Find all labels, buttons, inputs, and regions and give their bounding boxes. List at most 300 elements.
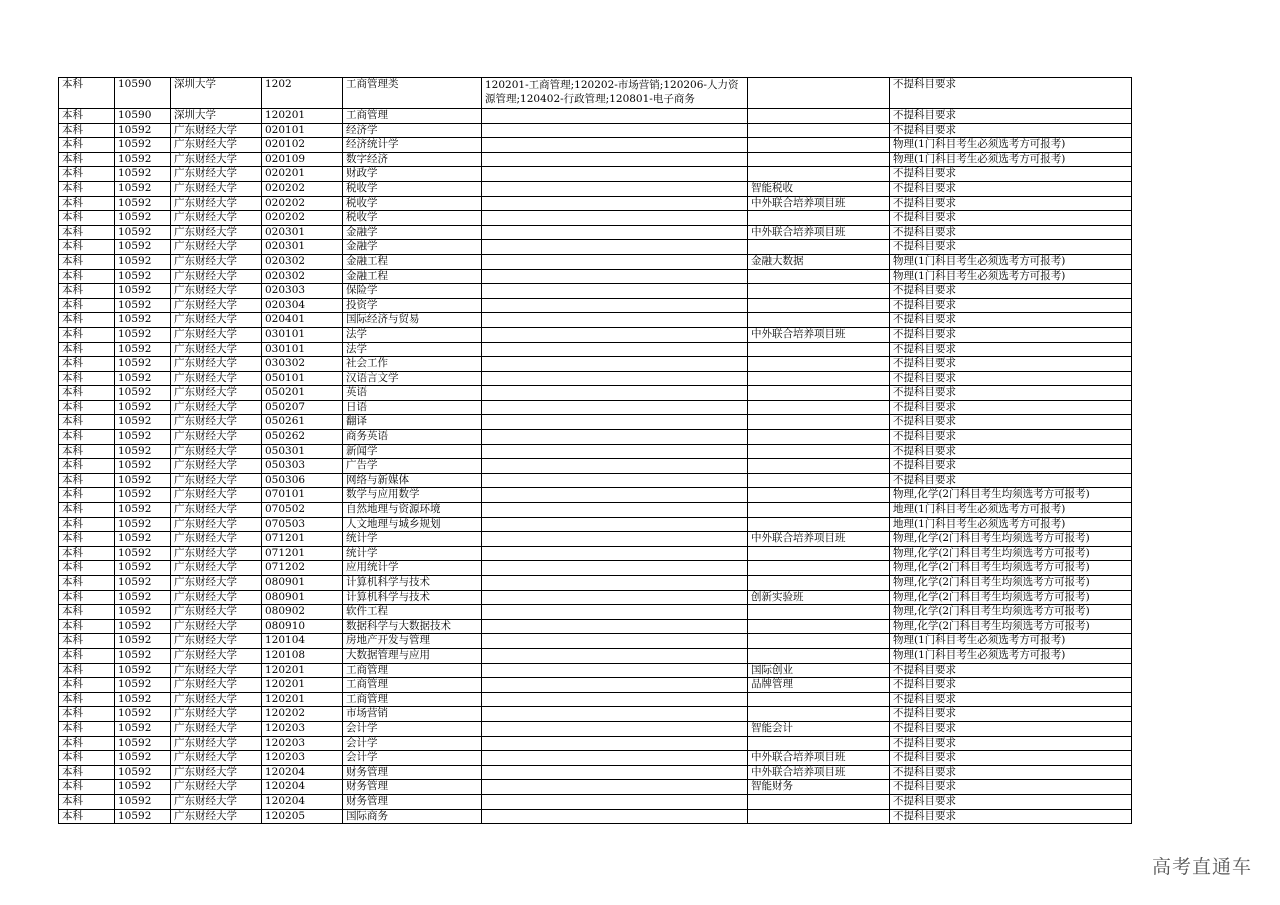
- cell-school-code: 10592: [115, 809, 171, 824]
- cell-school-code: 10590: [115, 78, 171, 109]
- cell-major-code: 020202: [262, 181, 343, 196]
- cell-major-name: 经济统计学: [343, 138, 482, 153]
- table-row: [59, 196, 1132, 211]
- cell-level: 本科: [59, 517, 115, 532]
- cell-school-code: 10592: [115, 473, 171, 488]
- cell-major-name: 工商管理: [343, 692, 482, 707]
- cell-major-name: 应用统计学: [343, 561, 482, 576]
- cell-school-code: 10592: [115, 605, 171, 620]
- cell-major-code: 020401: [262, 313, 343, 328]
- cell-school-name: 广东财经大学: [171, 123, 262, 138]
- cell-subject-requirement: 不提科目要求: [890, 196, 1132, 211]
- table-row: [59, 473, 1132, 488]
- cell-major-name: 财务管理: [343, 794, 482, 809]
- cell-major-name: 工商管理类: [343, 78, 482, 109]
- cell-subject-requirement: 物理,化学(2门科目考生均须选考方可报考): [890, 576, 1132, 591]
- cell-school-code: 10592: [115, 313, 171, 328]
- cell-school-name: 广东财经大学: [171, 809, 262, 824]
- cell-major-code: 120203: [262, 751, 343, 766]
- cell-subject-requirement: 物理,化学(2门科目考生均须选考方可报考): [890, 590, 1132, 605]
- cell-major-name: 会计学: [343, 736, 482, 751]
- table-row: [59, 561, 1132, 576]
- cell-remark: [748, 386, 890, 401]
- table-row: [59, 809, 1132, 824]
- cell-major-code: 120204: [262, 765, 343, 780]
- table-row: [59, 225, 1132, 240]
- cell-school-code: 10592: [115, 459, 171, 474]
- table-row: [59, 648, 1132, 663]
- table-row: [59, 181, 1132, 196]
- cell-subject-requirement: 物理(1门科目考生必须选考方可报考): [890, 254, 1132, 269]
- cell-school-code: 10592: [115, 400, 171, 415]
- cell-level: 本科: [59, 473, 115, 488]
- cell-school-name: 广东财经大学: [171, 546, 262, 561]
- table-row: [59, 765, 1132, 780]
- cell-level: 本科: [59, 313, 115, 328]
- cell-remark: [748, 371, 890, 386]
- table-row: [59, 546, 1132, 561]
- cell-major-name: 大数据管理与应用: [343, 648, 482, 663]
- cell-major-name: 网络与新媒体: [343, 473, 482, 488]
- cell-major-name: 统计学: [343, 546, 482, 561]
- cell-school-name: 广东财经大学: [171, 576, 262, 591]
- cell-school-name: 广东财经大学: [171, 707, 262, 722]
- cell-school-code: 10592: [115, 576, 171, 591]
- table-row: [59, 780, 1132, 795]
- cell-included-majors: [482, 313, 748, 328]
- cell-included-majors: [482, 225, 748, 240]
- cell-level: 本科: [59, 78, 115, 109]
- cell-level: 本科: [59, 386, 115, 401]
- cell-included-majors: [482, 809, 748, 824]
- cell-major-name: 人文地理与城乡规划: [343, 517, 482, 532]
- cell-school-name: 广东财经大学: [171, 532, 262, 547]
- cell-level: 本科: [59, 167, 115, 182]
- cell-level: 本科: [59, 663, 115, 678]
- cell-included-majors: [482, 254, 748, 269]
- cell-school-code: 10592: [115, 123, 171, 138]
- cell-subject-requirement: 不提科目要求: [890, 809, 1132, 824]
- cell-included-majors: [482, 503, 748, 518]
- table-row: [59, 430, 1132, 445]
- cell-school-code: 10592: [115, 561, 171, 576]
- cell-major-code: 071201: [262, 546, 343, 561]
- cell-level: 本科: [59, 721, 115, 736]
- cell-level: 本科: [59, 736, 115, 751]
- cell-remark: 国际创业: [748, 663, 890, 678]
- cell-school-code: 10592: [115, 736, 171, 751]
- cell-remark: [748, 342, 890, 357]
- cell-major-name: 税收学: [343, 181, 482, 196]
- cell-school-code: 10592: [115, 269, 171, 284]
- table-row: [59, 736, 1132, 751]
- cell-included-majors: [482, 123, 748, 138]
- cell-level: 本科: [59, 488, 115, 503]
- cell-school-code: 10592: [115, 794, 171, 809]
- cell-level: 本科: [59, 152, 115, 167]
- cell-school-code: 10592: [115, 444, 171, 459]
- cell-school-code: 10592: [115, 532, 171, 547]
- cell-major-code: 120203: [262, 736, 343, 751]
- cell-level: 本科: [59, 269, 115, 284]
- cell-level: 本科: [59, 109, 115, 124]
- cell-major-name: 汉语言文学: [343, 371, 482, 386]
- cell-subject-requirement: 不提科目要求: [890, 751, 1132, 766]
- cell-included-majors: [482, 371, 748, 386]
- cell-major-name: 工商管理: [343, 109, 482, 124]
- cell-included-majors: [482, 400, 748, 415]
- cell-major-code: 080901: [262, 576, 343, 591]
- cell-level: 本科: [59, 444, 115, 459]
- cell-subject-requirement: 物理(1门科目考生必须选考方可报考): [890, 269, 1132, 284]
- cell-major-code: 120201: [262, 109, 343, 124]
- cell-major-name: 会计学: [343, 721, 482, 736]
- cell-remark: [748, 109, 890, 124]
- cell-major-code: 080902: [262, 605, 343, 620]
- cell-major-name: 金融学: [343, 240, 482, 255]
- cell-included-majors: [482, 109, 748, 124]
- cell-school-code: 10592: [115, 648, 171, 663]
- cell-level: 本科: [59, 327, 115, 342]
- cell-major-code: 020201: [262, 167, 343, 182]
- cell-included-majors: [482, 138, 748, 153]
- cell-school-name: 广东财经大学: [171, 327, 262, 342]
- cell-included-majors: [482, 707, 748, 722]
- cell-subject-requirement: 不提科目要求: [890, 109, 1132, 124]
- cell-major-code: 020202: [262, 211, 343, 226]
- cell-level: 本科: [59, 561, 115, 576]
- cell-included-majors: 120201-工商管理;120202-市场营销;120206-人力资源管理;120402-行政管理;120801-电子商务: [482, 78, 748, 109]
- cell-subject-requirement: 不提科目要求: [890, 780, 1132, 795]
- cell-included-majors: [482, 561, 748, 576]
- cell-school-code: 10590: [115, 109, 171, 124]
- cell-school-name: 广东财经大学: [171, 386, 262, 401]
- cell-major-name: 财务管理: [343, 765, 482, 780]
- cell-subject-requirement: 不提科目要求: [890, 794, 1132, 809]
- table-row: [59, 459, 1132, 474]
- cell-level: 本科: [59, 400, 115, 415]
- table-row: [59, 751, 1132, 766]
- cell-level: 本科: [59, 298, 115, 313]
- cell-subject-requirement: 地理(1门科目考生必须选考方可报考): [890, 517, 1132, 532]
- cell-school-code: 10592: [115, 240, 171, 255]
- cell-subject-requirement: 物理,化学(2门科目考生均须选考方可报考): [890, 488, 1132, 503]
- cell-major-code: 020303: [262, 284, 343, 299]
- cell-subject-requirement: 不提科目要求: [890, 663, 1132, 678]
- table-row: [59, 78, 1132, 109]
- cell-major-name: 广告学: [343, 459, 482, 474]
- cell-school-name: 广东财经大学: [171, 444, 262, 459]
- cell-subject-requirement: 物理(1门科目考生必须选考方可报考): [890, 648, 1132, 663]
- table-row: [59, 400, 1132, 415]
- cell-remark: [748, 794, 890, 809]
- table-row: [59, 211, 1132, 226]
- cell-major-name: 市场营销: [343, 707, 482, 722]
- cell-subject-requirement: 不提科目要求: [890, 400, 1132, 415]
- cell-major-code: 071202: [262, 561, 343, 576]
- cell-major-code: 050262: [262, 430, 343, 445]
- cell-school-name: 广东财经大学: [171, 678, 262, 693]
- cell-subject-requirement: 不提科目要求: [890, 444, 1132, 459]
- cell-school-code: 10592: [115, 590, 171, 605]
- cell-remark: [748, 152, 890, 167]
- cell-included-majors: [482, 751, 748, 766]
- cell-school-code: 10592: [115, 517, 171, 532]
- cell-major-code: 020301: [262, 225, 343, 240]
- cell-school-name: 广东财经大学: [171, 736, 262, 751]
- table-row: [59, 605, 1132, 620]
- cell-school-name: 广东财经大学: [171, 400, 262, 415]
- cell-subject-requirement: 不提科目要求: [890, 430, 1132, 445]
- cell-school-name: 广东财经大学: [171, 342, 262, 357]
- cell-remark: [748, 634, 890, 649]
- cell-subject-requirement: 不提科目要求: [890, 678, 1132, 693]
- cell-school-code: 10592: [115, 663, 171, 678]
- cell-major-name: 投资学: [343, 298, 482, 313]
- table-row: [59, 663, 1132, 678]
- cell-included-majors: [482, 678, 748, 693]
- table-row: [59, 371, 1132, 386]
- cell-included-majors: [482, 152, 748, 167]
- cell-level: 本科: [59, 138, 115, 153]
- cell-level: 本科: [59, 371, 115, 386]
- cell-major-code: 020304: [262, 298, 343, 313]
- cell-remark: [748, 357, 890, 372]
- cell-school-code: 10592: [115, 415, 171, 430]
- cell-school-name: 广东财经大学: [171, 619, 262, 634]
- cell-level: 本科: [59, 692, 115, 707]
- cell-remark: [748, 809, 890, 824]
- cell-school-name: 深圳大学: [171, 109, 262, 124]
- cell-remark: 金融大数据: [748, 254, 890, 269]
- cell-subject-requirement: 不提科目要求: [890, 342, 1132, 357]
- cell-major-name: 数学与应用数学: [343, 488, 482, 503]
- cell-major-name: 计算机科学与技术: [343, 576, 482, 591]
- cell-level: 本科: [59, 430, 115, 445]
- cell-subject-requirement: 不提科目要求: [890, 284, 1132, 299]
- cell-included-majors: [482, 181, 748, 196]
- cell-remark: [748, 619, 890, 634]
- cell-included-majors: [482, 342, 748, 357]
- cell-subject-requirement: 不提科目要求: [890, 78, 1132, 109]
- cell-school-code: 10592: [115, 765, 171, 780]
- cell-included-majors: [482, 444, 748, 459]
- cell-subject-requirement: 不提科目要求: [890, 765, 1132, 780]
- cell-remark: [748, 692, 890, 707]
- cell-school-code: 10592: [115, 152, 171, 167]
- cell-subject-requirement: 不提科目要求: [890, 721, 1132, 736]
- cell-remark: 智能会计: [748, 721, 890, 736]
- cell-major-name: 会计学: [343, 751, 482, 766]
- table-row: [59, 123, 1132, 138]
- cell-included-majors: [482, 590, 748, 605]
- cell-remark: [748, 167, 890, 182]
- cell-remark: 中外联合培养项目班: [748, 751, 890, 766]
- cell-level: 本科: [59, 619, 115, 634]
- cell-level: 本科: [59, 240, 115, 255]
- table-row: [59, 240, 1132, 255]
- cell-included-majors: [482, 298, 748, 313]
- cell-school-name: 广东财经大学: [171, 590, 262, 605]
- cell-major-code: 050306: [262, 473, 343, 488]
- cell-remark: [748, 605, 890, 620]
- cell-included-majors: [482, 240, 748, 255]
- table-row: [59, 488, 1132, 503]
- cell-school-code: 10592: [115, 357, 171, 372]
- table-row: [59, 386, 1132, 401]
- cell-school-name: 广东财经大学: [171, 430, 262, 445]
- cell-school-name: 深圳大学: [171, 78, 262, 109]
- cell-level: 本科: [59, 225, 115, 240]
- cell-major-code: 120205: [262, 809, 343, 824]
- cell-major-name: 数据科学与大数据技术: [343, 619, 482, 634]
- cell-remark: [748, 430, 890, 445]
- cell-major-code: 050301: [262, 444, 343, 459]
- cell-included-majors: [482, 692, 748, 707]
- cell-level: 本科: [59, 794, 115, 809]
- cell-remark: [748, 648, 890, 663]
- cell-remark: [748, 284, 890, 299]
- cell-included-majors: [482, 546, 748, 561]
- cell-major-code: 120203: [262, 721, 343, 736]
- cell-major-code: 050207: [262, 400, 343, 415]
- cell-school-name: 广东财经大学: [171, 605, 262, 620]
- cell-school-code: 10592: [115, 619, 171, 634]
- cell-major-code: 120204: [262, 794, 343, 809]
- cell-major-name: 房地产开发与管理: [343, 634, 482, 649]
- cell-level: 本科: [59, 181, 115, 196]
- cell-school-code: 10592: [115, 342, 171, 357]
- cell-included-majors: [482, 663, 748, 678]
- cell-subject-requirement: 物理(1门科目考生必须选考方可报考): [890, 138, 1132, 153]
- cell-remark: [748, 123, 890, 138]
- table-row: [59, 342, 1132, 357]
- table-row: [59, 415, 1132, 430]
- cell-school-code: 10592: [115, 167, 171, 182]
- cell-level: 本科: [59, 590, 115, 605]
- cell-major-code: 020302: [262, 269, 343, 284]
- cell-subject-requirement: 不提科目要求: [890, 240, 1132, 255]
- table-row: [59, 692, 1132, 707]
- cell-major-name: 英语: [343, 386, 482, 401]
- table-row: [59, 634, 1132, 649]
- cell-level: 本科: [59, 254, 115, 269]
- cell-school-name: 广东财经大学: [171, 473, 262, 488]
- cell-school-name: 广东财经大学: [171, 152, 262, 167]
- cell-major-name: 金融学: [343, 225, 482, 240]
- cell-included-majors: [482, 721, 748, 736]
- cell-remark: [748, 298, 890, 313]
- cell-subject-requirement: 不提科目要求: [890, 181, 1132, 196]
- cell-included-majors: [482, 327, 748, 342]
- cell-subject-requirement: 物理(1门科目考生必须选考方可报考): [890, 634, 1132, 649]
- cell-subject-requirement: 物理,化学(2门科目考生均须选考方可报考): [890, 605, 1132, 620]
- cell-school-name: 广东财经大学: [171, 298, 262, 313]
- cell-major-name: 统计学: [343, 532, 482, 547]
- cell-school-code: 10592: [115, 211, 171, 226]
- cell-major-code: 120104: [262, 634, 343, 649]
- cell-subject-requirement: 不提科目要求: [890, 211, 1132, 226]
- cell-major-name: 工商管理: [343, 678, 482, 693]
- cell-major-code: 030101: [262, 342, 343, 357]
- cell-school-name: 广东财经大学: [171, 196, 262, 211]
- table-row: [59, 517, 1132, 532]
- cell-major-code: 030302: [262, 357, 343, 372]
- cell-subject-requirement: 不提科目要求: [890, 473, 1132, 488]
- cell-major-name: 国际经济与贸易: [343, 313, 482, 328]
- cell-included-majors: [482, 430, 748, 445]
- cell-remark: 智能税收: [748, 181, 890, 196]
- cell-major-code: 050303: [262, 459, 343, 474]
- cell-remark: 中外联合培养项目班: [748, 327, 890, 342]
- admission-table: [58, 77, 1132, 824]
- cell-school-name: 广东财经大学: [171, 634, 262, 649]
- cell-level: 本科: [59, 415, 115, 430]
- table-row: [59, 298, 1132, 313]
- cell-remark: [748, 488, 890, 503]
- cell-school-code: 10592: [115, 721, 171, 736]
- cell-level: 本科: [59, 751, 115, 766]
- cell-major-name: 工商管理: [343, 663, 482, 678]
- cell-major-code: 070502: [262, 503, 343, 518]
- cell-school-name: 广东财经大学: [171, 138, 262, 153]
- cell-included-majors: [482, 488, 748, 503]
- table-row: [59, 138, 1132, 153]
- cell-level: 本科: [59, 196, 115, 211]
- cell-major-name: 国际商务: [343, 809, 482, 824]
- cell-major-name: 财政学: [343, 167, 482, 182]
- cell-remark: [748, 415, 890, 430]
- cell-school-name: 广东财经大学: [171, 167, 262, 182]
- cell-remark: 中外联合培养项目班: [748, 765, 890, 780]
- cell-subject-requirement: 不提科目要求: [890, 167, 1132, 182]
- cell-remark: 智能财务: [748, 780, 890, 795]
- cell-remark: 中外联合培养项目班: [748, 225, 890, 240]
- cell-subject-requirement: 物理,化学(2门科目考生均须选考方可报考): [890, 532, 1132, 547]
- cell-school-code: 10592: [115, 751, 171, 766]
- cell-school-name: 广东财经大学: [171, 357, 262, 372]
- cell-remark: [748, 269, 890, 284]
- cell-remark: [748, 400, 890, 415]
- cell-remark: [748, 240, 890, 255]
- cell-level: 本科: [59, 546, 115, 561]
- cell-remark: [748, 707, 890, 722]
- cell-school-code: 10592: [115, 138, 171, 153]
- cell-remark: 品牌管理: [748, 678, 890, 693]
- cell-major-code: 120204: [262, 780, 343, 795]
- table-row: [59, 269, 1132, 284]
- cell-subject-requirement: 物理,化学(2门科目考生均须选考方可报考): [890, 619, 1132, 634]
- cell-major-name: 社会工作: [343, 357, 482, 372]
- table-row: [59, 327, 1132, 342]
- table-row: [59, 532, 1132, 547]
- cell-included-majors: [482, 269, 748, 284]
- table-row: [59, 619, 1132, 634]
- cell-subject-requirement: 不提科目要求: [890, 692, 1132, 707]
- cell-major-code: 071201: [262, 532, 343, 547]
- cell-major-name: 财务管理: [343, 780, 482, 795]
- cell-major-name: 新闻学: [343, 444, 482, 459]
- cell-school-name: 广东财经大学: [171, 459, 262, 474]
- cell-level: 本科: [59, 532, 115, 547]
- table-row: [59, 721, 1132, 736]
- cell-included-majors: [482, 794, 748, 809]
- cell-remark: [748, 736, 890, 751]
- cell-school-code: 10592: [115, 488, 171, 503]
- cell-level: 本科: [59, 678, 115, 693]
- table-row: [59, 254, 1132, 269]
- cell-school-code: 10592: [115, 181, 171, 196]
